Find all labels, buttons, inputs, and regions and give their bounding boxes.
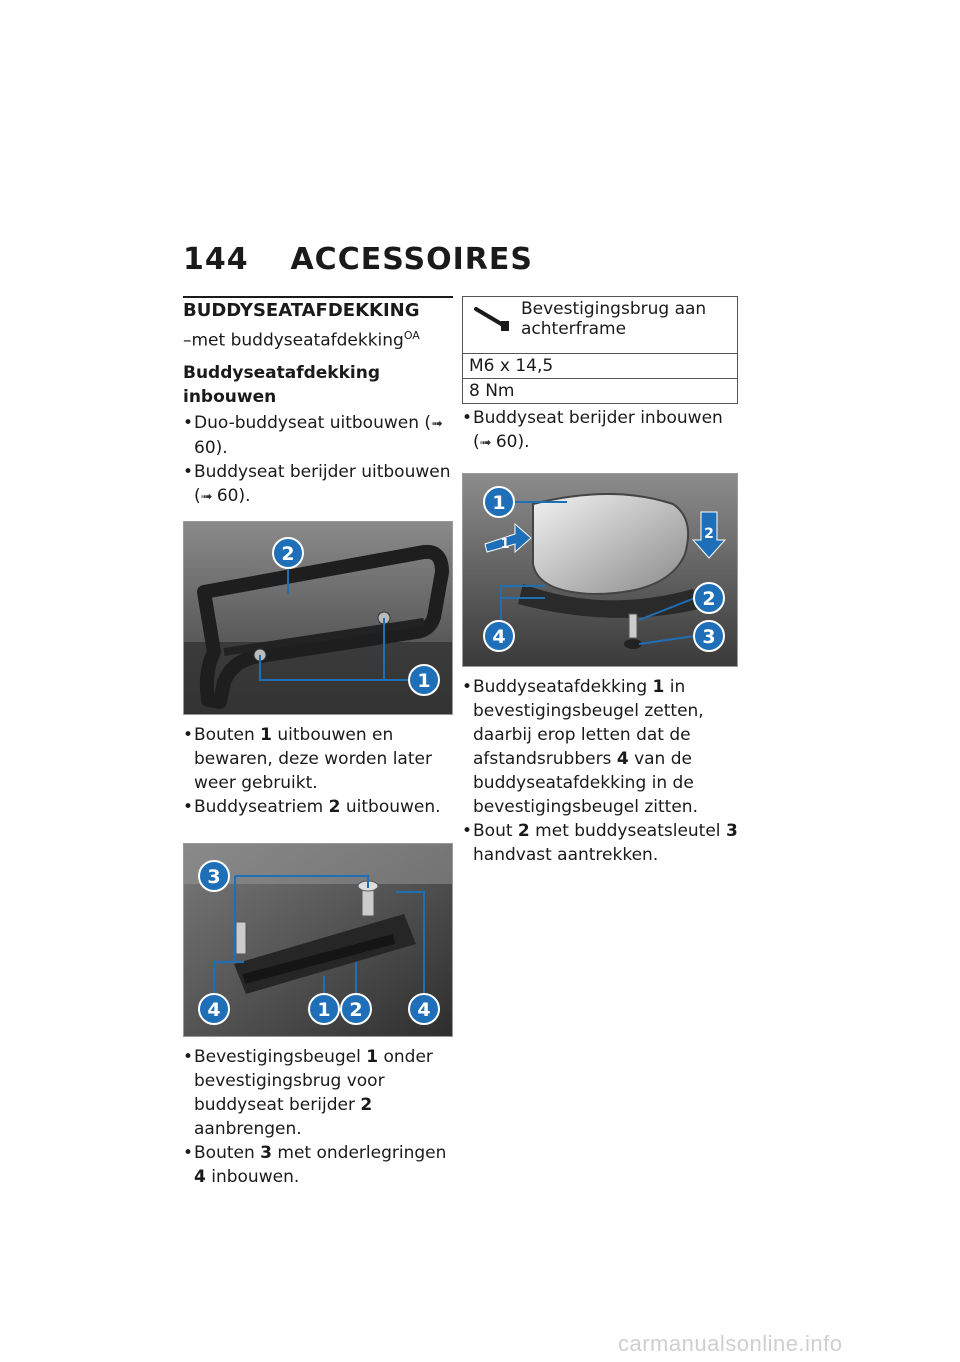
figure-1-illustration — [184, 522, 452, 714]
figure-3-illustration — [463, 474, 737, 666]
table-row — [463, 379, 738, 404]
figure-2 — [183, 843, 453, 1037]
chapter-title: ACCESSOIRES — [290, 242, 533, 277]
arrow-right-icon: ➟ — [479, 435, 496, 451]
steps-list-e — [462, 675, 738, 867]
page-number: 144 — [183, 242, 249, 277]
callout-label: 1 — [417, 669, 431, 692]
svg-text:1: 1 — [500, 537, 510, 552]
list-item: • Buddyseatriem 2 uitbouwen. — [183, 795, 453, 819]
page-ref-link[interactable]: 60 — [216, 485, 239, 506]
figure-2-illustration — [184, 844, 452, 1036]
figure-1 — [183, 521, 453, 715]
list-item: • Buddyseat berijder uitbouwen (➟ 60). — [183, 460, 453, 509]
list-item: • Bout 2 met buddyseatsleutel 3 handvast aantrekken. — [462, 819, 738, 867]
steps-list-a — [183, 411, 453, 509]
callout-label: 1 — [492, 492, 506, 514]
callout-label: 3 — [702, 626, 716, 648]
callout-label: 4 — [492, 626, 506, 648]
table-cell — [463, 297, 738, 354]
list-item: • Buddyseat berijder inbouwen (➟ 60). — [462, 406, 738, 455]
callout-label: 1 — [317, 998, 331, 1021]
page-ref-link[interactable]: 60 — [194, 437, 216, 458]
steps-list-c — [183, 1045, 453, 1189]
list-item: • Bouten 1 uitbouwen en bewaren, deze worden later weer gebruikt. — [183, 723, 453, 795]
callout-label: 4 — [207, 998, 221, 1021]
arrow-right-icon: ➟ — [431, 415, 443, 432]
list-item: • Bouten 3 met onderlegringen 4 inbouwen. — [183, 1141, 453, 1189]
callout-label: 4 — [417, 998, 431, 1021]
watermark: carmanualsonline.info — [618, 1331, 843, 1356]
tool-label: Bevestigingsbrug aan achterframe — [521, 299, 707, 339]
right-column — [462, 296, 738, 867]
optional-accessory-mark: OA — [403, 329, 420, 342]
list-item: • Duo-buddyseat uitbouwen (➟ 60). — [183, 411, 453, 460]
section-subtitle: –met buddyseatafdekking$^{OA}$ — [183, 329, 420, 351]
svg-text:2: 2 — [704, 526, 714, 542]
table-row — [463, 297, 738, 354]
torque-spec-table — [462, 296, 738, 404]
steps-list-d — [462, 406, 738, 455]
bolt-size: M6 x 14,5 — [463, 354, 738, 379]
callout-label: 2 — [281, 542, 295, 565]
arrow-right-icon: ➟ — [200, 488, 217, 505]
callout-label: 2 — [349, 998, 363, 1021]
table-row — [463, 354, 738, 379]
left-column — [183, 296, 453, 1189]
page-ref-link[interactable]: 60 — [495, 432, 518, 452]
callout-label: 3 — [207, 865, 221, 888]
callout-label: 2 — [702, 588, 716, 610]
section-title: BUDDYSEATAFDEKKING — [183, 296, 453, 321]
subheading: Buddyseatafdekking inbouwen — [183, 362, 381, 407]
torque-wrench-icon — [473, 305, 513, 338]
figure-3 — [462, 473, 738, 667]
list-item: • Buddyseatafdekking 1 in bevestigingsbeugel zetten, daarbij erop letten dat de afstandsrubbers 4 van de buddyseatafdekking in de bevestigingsbeugel zitten. — [462, 675, 738, 819]
list-item: • Bevestigingsbeugel 1 onder bevestigingsbrug voor buddyseat berijder 2 aanbrengen. — [183, 1045, 453, 1141]
steps-list-b — [183, 723, 453, 819]
page-header — [183, 242, 533, 277]
torque-value: 8 Nm — [463, 379, 738, 404]
